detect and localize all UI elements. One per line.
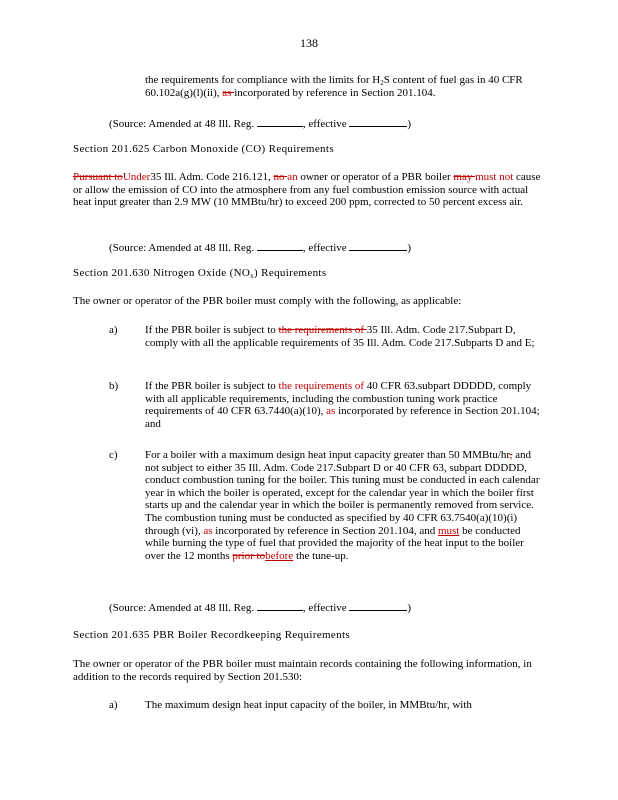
inserted-text: Under	[122, 171, 151, 183]
section-heading-635: Section 201.635 PBR Boiler Recordkeeping Requirements	[73, 629, 351, 641]
list-label: a)	[109, 324, 118, 336]
intro-paragraph: the requirements for compliance with the limits for $H_2S$ content of fuel gas in 40 CFR 60.102a(g)(l)(ii), as incorporated by reference in Section 201.104.	[145, 74, 523, 99]
section-630-intro: The owner or operator of the PBR boiler must comply with the following, as applicable:	[73, 295, 462, 307]
section-635-intro: The owner or operator of the PBR boiler must maintain records containing the following information, in addition to the records required by Section 201.530:	[73, 658, 532, 683]
deleted-text: as	[222, 86, 235, 99]
section-625-paragraph: Pursuant toUnder35 Ill. Adm. Code 216.121, no an owner or operator of a PBR boiler may must not cause or allow the emission of CO into the atmosphere from any fuel combustion emission source with actual heat input greater than 2.9 MW (10 MMBtu/hr) to exceed 200 ppm, corrected to 50 percent excess air.	[73, 171, 541, 209]
source-note: (Source: Amended at 48 Ill. Reg. , effective )	[109, 118, 412, 130]
blank-line	[349, 241, 407, 251]
inserted-text: as	[326, 405, 336, 418]
inserted-text: must not	[475, 171, 514, 183]
blank-line	[257, 117, 303, 127]
list-item-b: If the PBR boiler is subject to the requirements of 40 CFR 63.subpart DDDDD, comply with all applicable requirements, including the combustion tuning work practice requirements of 40 CFR 63.7440(a)(10), as incorporated by reference in Section 201.104; and	[145, 380, 540, 430]
list-item-635-a: The maximum design heat input capacity of the boiler, in MMBtu/hr, with	[145, 699, 472, 711]
blank-line	[257, 601, 303, 611]
inserted-text: the requirements of	[278, 380, 365, 392]
list-item-a: If the PBR boiler is subject to the requirements of 35 Ill. Adm. Code 217.Subpart D, comply with all the applicable requirements of 35 Ill. Adm. Code 217.Subparts D and E;	[145, 324, 535, 349]
inserted-text: before	[265, 549, 294, 562]
deleted-text: may	[453, 171, 476, 183]
source-note: (Source: Amended at 48 Ill. Reg. , effective )	[109, 602, 412, 614]
blank-line	[349, 601, 407, 611]
inserted-text: as	[203, 524, 213, 537]
list-label: b)	[109, 380, 119, 392]
blank-line	[349, 117, 407, 127]
inserted-text: an	[287, 171, 298, 183]
deleted-text: ,	[509, 449, 513, 461]
list-label: a)	[109, 699, 118, 711]
section-heading-625: Section 201.625 Carbon Monoxide (CO) Requirements	[73, 143, 334, 155]
deleted-text: the requirements of	[278, 324, 367, 336]
list-item-c: For a boiler with a maximum design heat input capacity greater than 50 MMBtu/hr, and not subject to either 35 Ill. Adm. Code 217.Subpart D or 40 CFR 63, subpart DDDDD, conduct combustion tuning for the boiler. This tuning must be conducted in each calendar year in which the boiler is operated, except for the calendar year in which the boiler first starts up and the calendar year in which the boiler is permanently removed from service. The combustion tuning must be conducted as specified by 40 CFR 63.7540(a)(10)(i) through (vi), as incorporated by reference in Section 201.104, and must be conducted while burning the type of fuel that provided the majority of the heat input to the boiler over the 12 months prior tobefore the tune-up.	[145, 449, 540, 562]
deleted-text: Pursuant to	[73, 171, 123, 183]
page-number: 138	[300, 36, 318, 50]
list-label: c)	[109, 449, 118, 461]
inserted-text: must	[437, 524, 460, 537]
deleted-text: no	[273, 171, 288, 183]
source-note: (Source: Amended at 48 Ill. Reg. , effective )	[109, 242, 412, 254]
deleted-text: prior to	[232, 549, 266, 562]
section-heading-630: Section 201.630 Nitrogen Oxide $(NO_x)$ Requirements	[73, 267, 327, 280]
blank-line	[257, 241, 303, 251]
